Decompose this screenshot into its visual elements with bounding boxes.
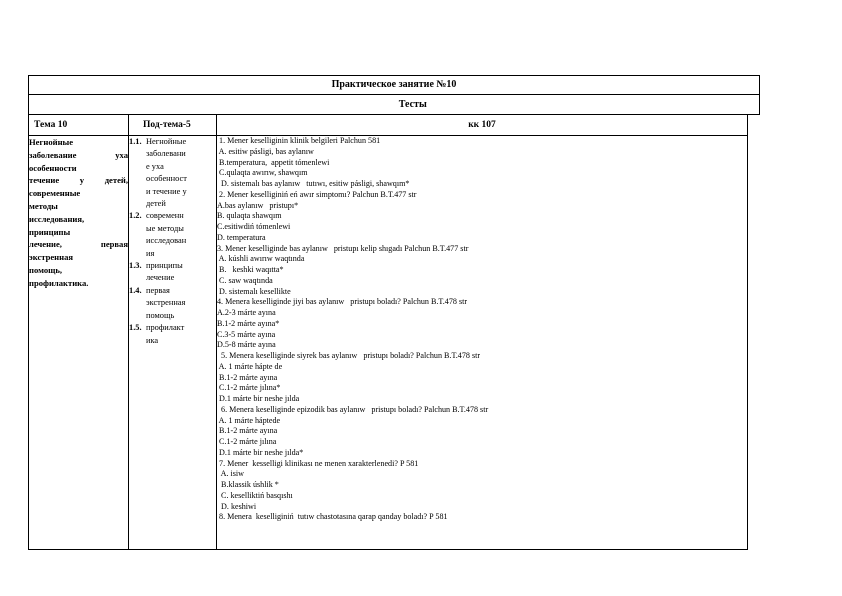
- topic-line: лечение, первая: [29, 239, 128, 250]
- subtopic-line: ые методы: [146, 223, 184, 233]
- subtopic-text: [146, 322, 216, 347]
- test-line: 5. Menera keselliginde siyrek bas aylanıw pristupı boladı? Palchun B.T.478 str: [217, 351, 481, 360]
- subtopic-header: Под-тема-5: [129, 115, 217, 136]
- test-line: D. keshiwi: [217, 501, 257, 511]
- test-line: 6. Menera keselliginde epizodik bas aylanıw pristupı boladı? Palchun B.T.478 str: [217, 404, 489, 414]
- test-line: B. keshki waqıtta*: [217, 265, 284, 274]
- subtopic-text: [146, 136, 216, 210]
- title-row: [29, 76, 760, 95]
- topic-line: Негнойные: [29, 137, 74, 147]
- topic-line: принципы: [29, 226, 71, 237]
- subtopic-line: современн: [146, 211, 184, 221]
- subtopic-number: 1.1.: [129, 137, 142, 146]
- test-line: B.klassik úshlik *: [217, 480, 279, 489]
- test-line: C.qulaqta awırıw, shawqım: [217, 168, 308, 178]
- subtopic-line: Негнойные: [146, 137, 187, 146]
- subtopic-line: особенност: [146, 174, 187, 184]
- test-line: 2. Mener keselliginiń eń awır simptomı? Palchun B.T.477 str: [217, 189, 417, 199]
- topic-line: методы: [29, 200, 58, 211]
- subtopic-line: заболевани: [146, 149, 186, 159]
- subtopic-number: 1.2.: [129, 211, 142, 221]
- test-line: D.5-8 márte ayına: [217, 340, 276, 350]
- subtopic-line: принципы: [146, 261, 183, 271]
- test-line: 8. Menera keselliginiń tutıw chastotasına qarap qanday boladı? P 581: [217, 512, 448, 522]
- subtopic-line: е уха: [146, 161, 164, 171]
- test-line: C. saw waqtında: [217, 275, 273, 285]
- tests-header: кк 107: [217, 115, 748, 136]
- subtopic-text: [146, 260, 216, 285]
- subtopic-line: помощь: [146, 310, 175, 320]
- subtopic-text: [146, 285, 216, 322]
- subtopic-item: [129, 260, 216, 285]
- topic-line: течение у детей,: [29, 175, 128, 186]
- topic-line: профилактика.: [29, 277, 89, 288]
- topic-line: особенности: [29, 162, 77, 173]
- body-edge: [748, 136, 760, 550]
- lesson-table: [28, 75, 760, 550]
- header-row: [29, 115, 760, 136]
- subtopic-line: и течение у: [146, 186, 187, 196]
- lesson-title: Практическое занятие №10: [29, 76, 760, 95]
- test-line: C.1-2 márte jılına: [217, 437, 277, 446]
- tests-cell: [217, 136, 748, 550]
- topic-line: исследования,: [29, 213, 85, 224]
- test-line: 1. Mener keselliginin klinik belgileri Palchun 581: [217, 136, 381, 145]
- subtopic-number: 1.4.: [129, 285, 142, 295]
- test-line: A. 1 márte hápte de: [217, 361, 283, 371]
- test-line: B.1-2 márte ayına: [217, 426, 278, 436]
- test-line: 3. Mener keselliginde bas aylanıw pristupı kelip shıgadı Palchun B.T.477 str: [217, 243, 469, 253]
- test-line: A. isiw: [217, 469, 244, 479]
- topic-line: экстренная: [29, 252, 74, 263]
- subtopic-line: первая: [146, 285, 170, 295]
- subtitle-spacer: [29, 95, 217, 115]
- subtitle-row: [29, 95, 760, 115]
- test-line: A. kúshli awırıw waqtında: [217, 254, 305, 264]
- test-line: B. qulaqta shawqım: [217, 211, 282, 221]
- topic-line: современные: [29, 188, 81, 199]
- subtopic-item: [129, 285, 216, 322]
- topic-header: Тема 10: [29, 115, 129, 136]
- subtopic-line: ика: [146, 335, 159, 345]
- test-line: B.1-2 márte ayına*: [217, 318, 280, 328]
- subtopic-item: [129, 210, 216, 260]
- subtopic-line: лечение: [146, 273, 175, 283]
- test-line: C.1-2 márte jılına*: [217, 383, 281, 393]
- subtopic-item: [129, 322, 216, 347]
- test-line: B.1-2 márte ayına: [217, 372, 278, 382]
- subtopic-number: 1.5.: [129, 323, 142, 333]
- subtopic-item: [129, 136, 216, 210]
- test-line: 4. Menera keselliginde jiyi bas aylanıw pristupı boladı? Palchun B.T.478 str: [217, 297, 468, 307]
- tests-title: [217, 95, 760, 115]
- subtopic-line: исследован: [146, 236, 187, 246]
- tests-title-text: Тесты: [398, 99, 427, 110]
- test-line: A. esitiw páslіgi, bas aylanıw: [217, 146, 314, 156]
- subtopic-number: 1.3.: [129, 261, 142, 271]
- subtopic-line: ия: [146, 248, 155, 258]
- topic-line: заболевание уха: [29, 149, 128, 160]
- subtopic-line: профилакт: [146, 323, 185, 333]
- subtopic-cell: [129, 136, 217, 550]
- test-line: D.1 márte bir neshe jılda*: [217, 447, 304, 457]
- test-line: D. temperatura: [217, 232, 266, 242]
- test-line: A.bas aylanıw pristupı*: [217, 200, 299, 210]
- topic-cell: [29, 136, 129, 550]
- subtopic-line: экстренная: [146, 298, 186, 308]
- test-line: D.1 márte bir neshe jılda: [217, 394, 300, 403]
- test-line: A.2-3 márte ayına: [217, 308, 276, 317]
- test-line: C. kesellіktiń basqıshı: [217, 490, 293, 500]
- test-line: C.3-5 márte ayına: [217, 329, 276, 339]
- body-row: [29, 136, 760, 550]
- test-line: C.esitiwdiń tómenlewi: [217, 222, 291, 231]
- subtopic-text: [146, 210, 216, 260]
- header-edge: [748, 115, 760, 136]
- test-line: D. sistemalı kesellikte: [217, 286, 291, 296]
- test-line: B.temperatura, appetit tómenlewi: [217, 157, 330, 167]
- test-line: 7. Mener kesselligi klinikası ne menen xarakterlenedi? P 581: [217, 458, 419, 468]
- subtopic-line: детей: [146, 199, 166, 209]
- topic-line: помощь,: [29, 264, 63, 275]
- test-line: A. 1 márte háptede: [217, 415, 281, 425]
- test-line: D. sistemalı bas aylanıw tutıwı, esitiw páslіgi, shawqım*: [217, 179, 410, 188]
